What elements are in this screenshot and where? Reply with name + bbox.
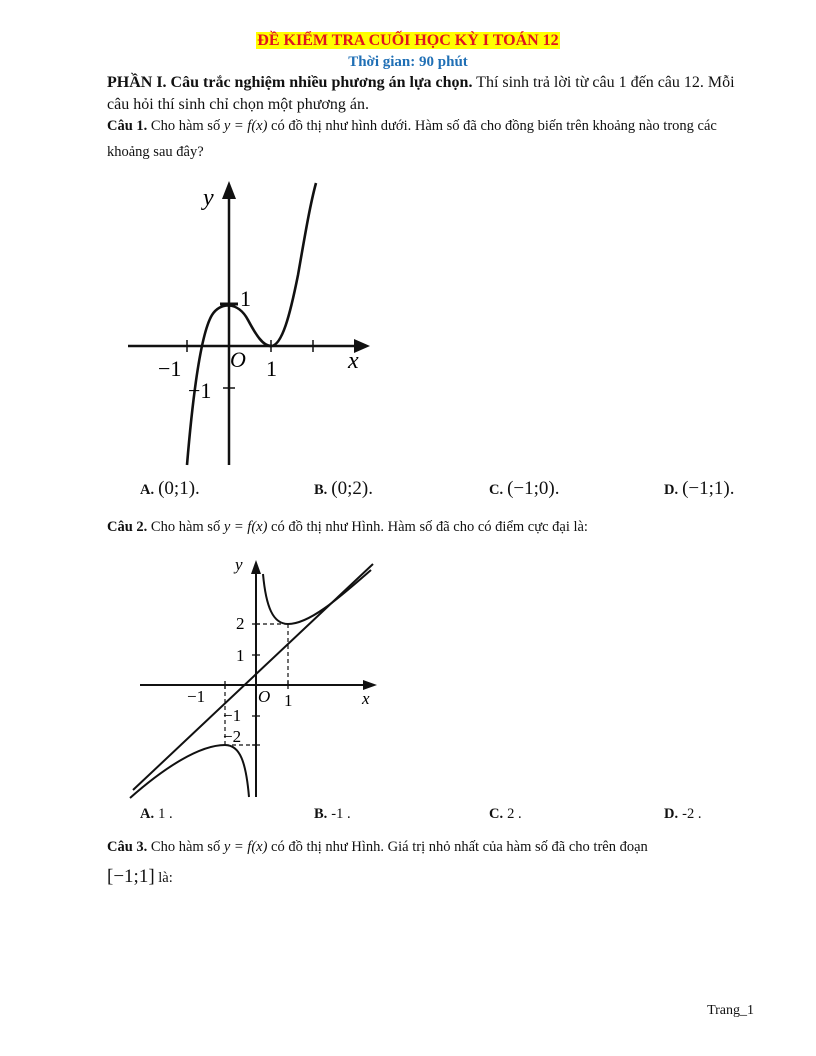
label-axis-x: x <box>362 689 370 708</box>
option-text: 1 . <box>158 806 173 822</box>
question-3-pre: Cho hàm số <box>147 839 224 855</box>
question-3-label: Câu 3. <box>107 839 148 855</box>
y-axis-arrow-icon <box>251 560 261 574</box>
option-letter: C. <box>489 806 504 822</box>
option-text: (−1;0). <box>507 478 560 499</box>
question-1-func: y = f(x) <box>223 118 268 134</box>
exam-title: ĐỀ KIỂM TRA CUỐI HỌC KỲ I TOÁN 12 <box>257 32 559 49</box>
question-2-pre: Cho hàm số <box>147 519 224 535</box>
question-2-graph <box>125 552 385 800</box>
label-y-2: 2 <box>236 614 245 633</box>
option-text: -2 . <box>682 806 702 822</box>
question-1-label: Câu 1. <box>107 118 148 134</box>
question-3-interval: [−1;1] <box>107 866 155 887</box>
q1-option-a[interactable] <box>140 478 200 500</box>
option-letter: D. <box>664 482 679 498</box>
question-3-func: y = f(x) <box>223 839 268 855</box>
question-1-stem <box>107 113 757 165</box>
q2-option-b[interactable] <box>314 806 351 823</box>
label-axis-x: x <box>348 348 359 374</box>
label-x-1: 1 <box>284 691 293 710</box>
option-letter: A. <box>140 806 155 822</box>
label-x-neg1: −1 <box>187 687 206 706</box>
label-y-neg1: −1 <box>188 378 212 403</box>
label-axis-y: y <box>235 555 243 574</box>
graph-curve <box>187 183 316 465</box>
question-2-stem <box>107 514 757 540</box>
part1-intro <box>107 72 757 116</box>
label-y-1: 1 <box>240 286 251 311</box>
question-1-graph <box>120 175 380 470</box>
label-x-neg1: −1 <box>158 356 182 381</box>
option-letter: A. <box>140 482 155 498</box>
question-1-pre: Cho hàm số <box>147 118 224 134</box>
label-origin: O <box>258 687 271 706</box>
question-2-func: y = f(x) <box>223 519 268 535</box>
option-letter: C. <box>489 482 504 498</box>
label-y-neg2: −2 <box>223 727 242 746</box>
graph-branch-lower <box>130 745 249 798</box>
q1-option-b[interactable] <box>314 478 373 500</box>
question-3-text: có đồ thị như Hình. Giá trị nhỏ nhất của hàm số đã cho trên đoạn <box>267 839 648 855</box>
page-number: Trang_1 <box>707 1003 754 1018</box>
option-letter: B. <box>314 806 328 822</box>
q1-option-d[interactable] <box>664 478 735 500</box>
q2-option-c[interactable] <box>489 806 522 823</box>
option-letter: B. <box>314 482 328 498</box>
part1-heading: PHẦN I. Câu trắc nghiệm nhiều phương án lựa chọn. <box>107 74 473 91</box>
option-text: -1 . <box>331 806 351 822</box>
y-axis-arrow-icon <box>222 181 236 199</box>
question-2-label: Câu 2. <box>107 519 148 535</box>
part1-instruction: Thí sinh trả lời từ câu 1 đến câu 12. Mỗi câu hỏi thí sinh chỉ chọn một phương án. <box>107 74 735 113</box>
q1-option-c[interactable] <box>489 478 560 500</box>
exam-duration: Thời gian: 90 phút <box>348 54 468 70</box>
option-text: (0;1). <box>158 478 200 499</box>
label-origin: O <box>230 347 246 372</box>
q2-option-d[interactable] <box>664 806 701 823</box>
option-text: (0;2). <box>331 478 373 499</box>
question-3-stem <box>107 832 757 893</box>
label-y-neg1: −1 <box>223 706 242 725</box>
q2-option-a[interactable] <box>140 806 173 823</box>
label-x-1: 1 <box>266 356 277 381</box>
label-y-1: 1 <box>236 646 245 665</box>
option-text: (−1;1). <box>682 478 735 499</box>
question-3-tail: là: <box>154 870 173 886</box>
option-text: 2 . <box>507 806 522 822</box>
question-1-text: có đồ thị như hình dưới. Hàm số đã cho đồng biến trên khoảng nào trong các khoảng sau đây? <box>107 118 717 160</box>
label-axis-y: y <box>203 185 214 211</box>
option-letter: D. <box>664 806 679 822</box>
question-2-text: có đồ thị như Hình. Hàm số đã cho có điểm cực đại là: <box>267 519 588 535</box>
